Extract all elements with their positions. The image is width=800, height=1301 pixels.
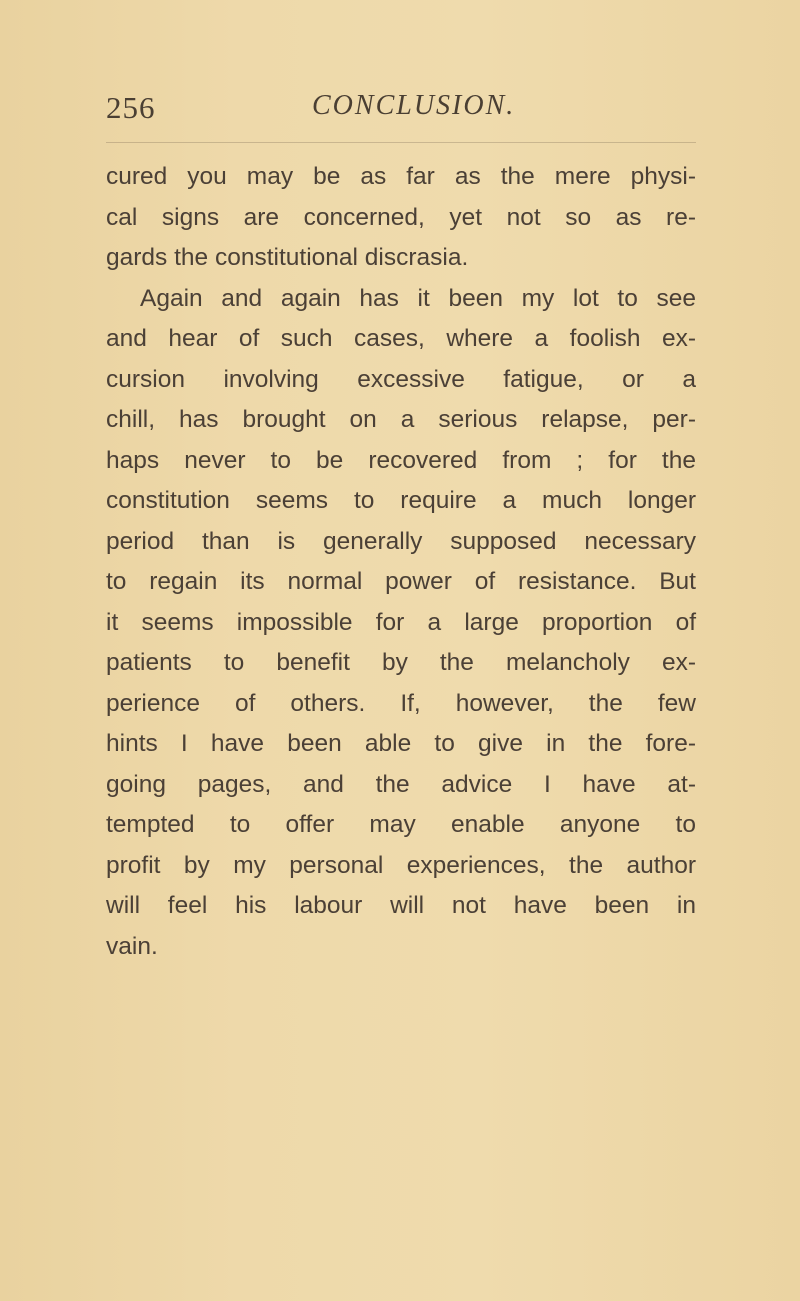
text-line: Again and again has it been my lot to see: [140, 284, 696, 312]
text-line: cal signs are concerned, yet not so as re-: [106, 203, 696, 231]
chapter-title: CONCLUSION.: [312, 90, 516, 121]
text-line: cursion involving excessive fatigue, or a: [106, 365, 696, 393]
text-line: profit by my personal experiences, the author: [106, 851, 696, 879]
header-divider: [106, 142, 696, 143]
text-line: haps never to be recovered from ; for the: [106, 446, 696, 474]
body-text: [106, 157, 696, 967]
text-line: and hear of such cases, where a foolish ex-: [106, 325, 696, 352]
text-line: hints I have been able to give in the fore-: [106, 730, 696, 757]
text-line: chill, has brought on a serious relapse, per-: [106, 406, 696, 433]
text-line: constitution seems to require a much longer: [106, 487, 696, 514]
text-line: will feel his labour will not have been in: [106, 892, 696, 919]
text-line: cured you may be as far as the mere physi-: [106, 163, 696, 190]
text-line: tempted to offer may enable anyone to: [106, 811, 696, 838]
text-line: it seems impossible for a large proportion of: [106, 608, 696, 636]
text-line: patients to benefit by the melancholy ex-: [106, 649, 696, 676]
page-number: 256: [106, 90, 156, 125]
text-line: going pages, and the advice I have at-: [106, 770, 696, 798]
running-head: [106, 90, 696, 130]
text-line: perience of others. If, however, the few: [106, 689, 696, 717]
text-line: period than is generally supposed necessary: [106, 527, 696, 555]
text-line: to regain its normal power of resistance. But: [106, 568, 696, 595]
text-line: vain.: [106, 932, 158, 960]
text-line: gards the constitutional discrasia.: [106, 244, 469, 271]
